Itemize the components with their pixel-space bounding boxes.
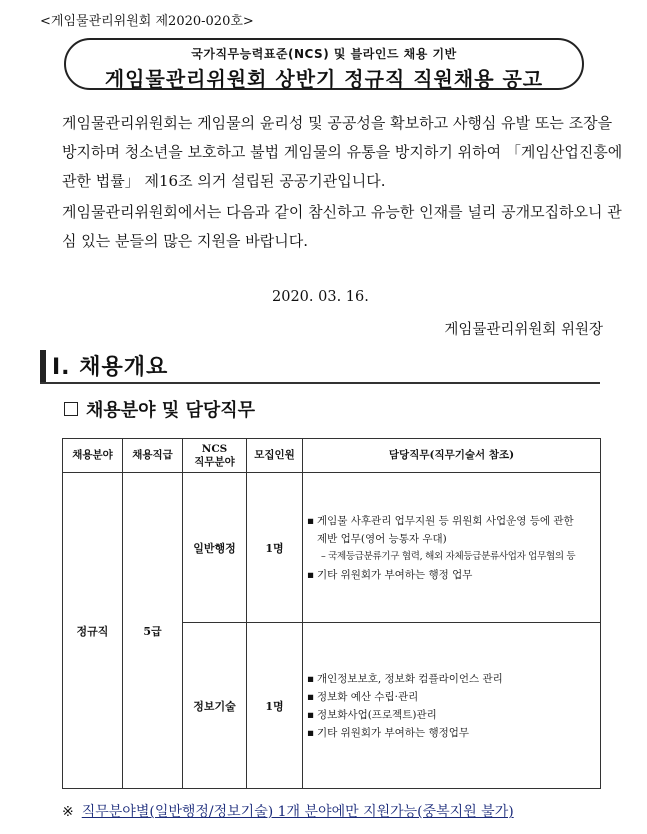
header-ncs-line1: NCS <box>201 442 228 455</box>
list-item-dash: – 국제등급분류기구 협력, 해외 자체등급분류사업자 업무협의 등 <box>321 550 576 562</box>
cell-field: 정규직 <box>63 473 123 789</box>
recruitment-table <box>62 438 601 789</box>
footnote-text: 직무분야별(일반행정/정보기술) 1개 분야에만 지원가능(중복지원 불가) <box>81 804 514 820</box>
header-ncs-line2: 직무분야 <box>194 455 235 468</box>
list-item: ▪ 정보화사업(프로젝트)관리 <box>307 706 600 724</box>
cell-duty-admin <box>303 473 601 623</box>
intro-paragraph-2: 게임물관리위원회에서는 다음과 같이 참신하고 유능한 인재를 널리 공개모집하오니 관심 있는 분들의 많은 지원을 바랍니다. <box>62 203 622 250</box>
list-item: ▪ 게임물 사후관리 업무지원 등 위원회 사업운영 등에 관한 <box>307 512 600 530</box>
header-count: 모집인원 <box>247 439 303 473</box>
title-box <box>64 38 584 90</box>
footnote <box>62 801 514 821</box>
list-item: ▪ 정보화 예산 수립·관리 <box>307 688 600 706</box>
list-item: ▪ 기타 위원회가 부여하는 행정업무 <box>307 724 600 742</box>
announcement-title: 게임물관리위원회 상반기 정규직 직원채용 공고 <box>104 67 544 91</box>
announcement-subtitle: 국가직무능력표준(NCS) 및 블라인드 채용 기반 <box>191 47 457 61</box>
cell-duty-it <box>303 623 601 789</box>
header-ncs <box>183 439 247 473</box>
cell-count-admin: 1명 <box>247 473 303 623</box>
section-marker-bar <box>40 350 46 382</box>
bullet-icon: ▪ <box>307 690 315 703</box>
bullet-icon: ▪ <box>307 726 315 739</box>
section-divider <box>40 382 600 384</box>
cell-ncs-admin: 일반행정 <box>183 473 247 623</box>
table-row <box>63 473 601 623</box>
list-item: ▪ 기타 위원회가 부여하는 행정 업무 <box>307 566 600 584</box>
document-number: <게임물관리위원회 제2020-020호> <box>40 14 254 29</box>
header-field: 채용분야 <box>63 439 123 473</box>
note-mark-icon: ※ <box>62 804 74 820</box>
table-header-row <box>63 439 601 473</box>
cell-ncs-it: 정보기술 <box>183 623 247 789</box>
header-duty: 담당직무(직무기술서 참조) <box>303 439 601 473</box>
bullet-icon: ▪ <box>307 514 315 527</box>
subsection-title: 채용분야 및 담당직무 <box>86 400 256 421</box>
section-title: Ⅰ. 채용개요 <box>52 355 169 380</box>
list-item-cont: 제반 업무(영어 능통자 우대) <box>317 532 447 545</box>
intro-paragraph-1: 게임물관리위원회는 게임물의 윤리성 및 공공성을 확보하고 사행심 유발 또는 조장을 방지하며 청소년을 보호하고 불법 게임물의 유통을 방지하기 위하여 「게임산업진흥에 관한 법률」 제16조 의거 설립된 공공기관입니다. <box>62 114 623 190</box>
cell-grade: 5급 <box>123 473 183 789</box>
signer: 게임물관리위원회 위원장 <box>444 322 603 338</box>
bullet-icon: ▪ <box>307 672 315 685</box>
bullet-icon: ▪ <box>307 568 315 581</box>
cell-count-it: 1명 <box>247 623 303 789</box>
list-item: ▪ 개인정보보호, 정보화 컴플라이언스 관리 <box>307 670 600 688</box>
header-grade: 채용직급 <box>123 439 183 473</box>
bullet-icon: ▪ <box>307 708 315 721</box>
announcement-date: 2020. 03. 16. <box>272 289 369 305</box>
square-bullet-icon <box>64 402 78 416</box>
